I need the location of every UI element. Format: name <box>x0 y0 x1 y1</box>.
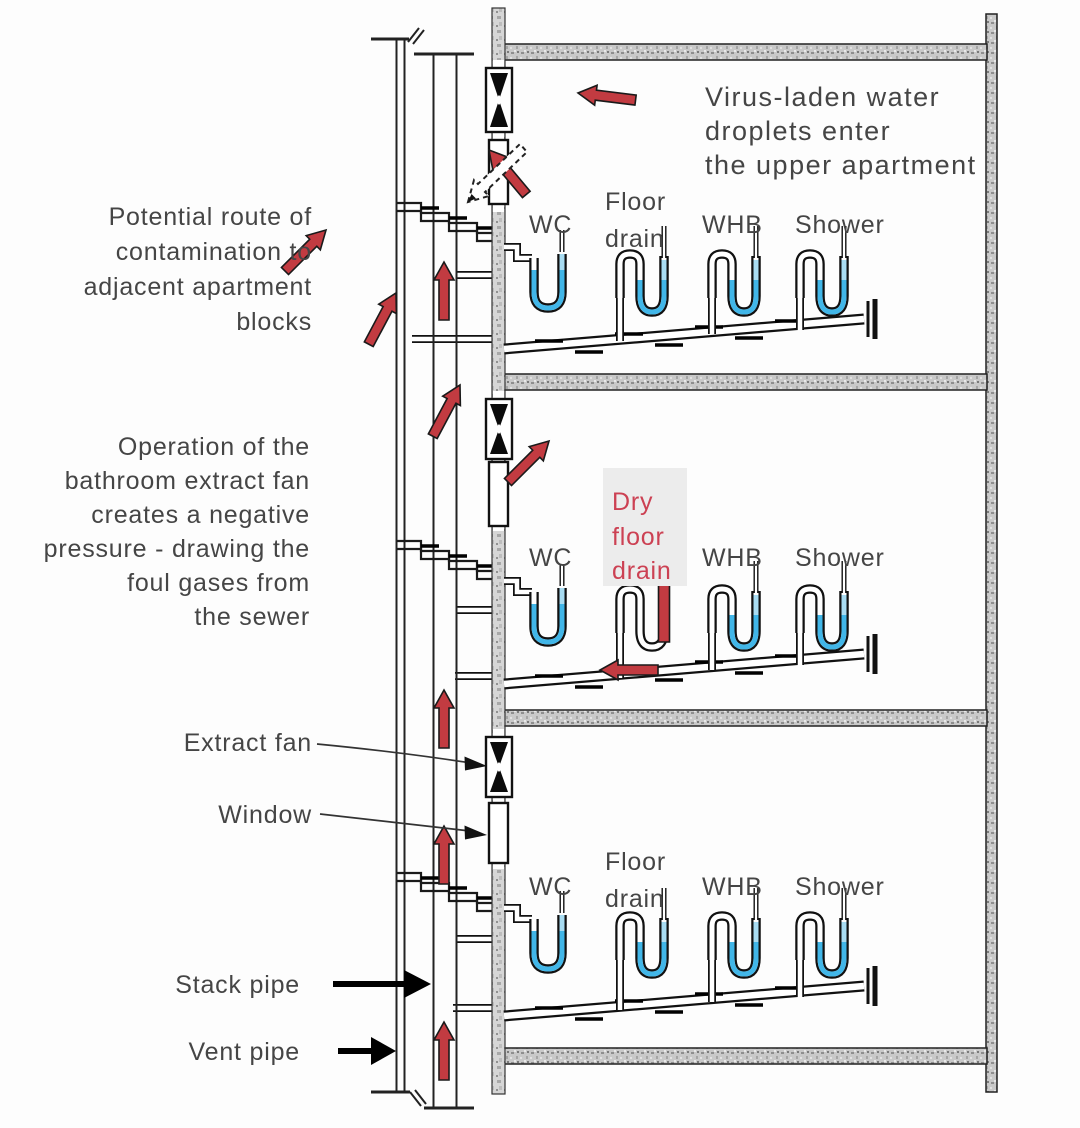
annotation-line: Operation of the <box>117 433 310 461</box>
floor-slab <box>503 710 987 726</box>
gas-flow-arrow <box>360 288 405 349</box>
annotation-line: creates a negative <box>91 501 310 529</box>
annotation-line: blocks <box>236 308 312 336</box>
cross-vent-pipes <box>397 203 503 911</box>
roof-slab <box>503 44 987 60</box>
extract-fan-label: Extract fan <box>183 729 312 757</box>
wc-trap <box>534 891 562 969</box>
floor-drain-label: Floor <box>605 848 666 876</box>
window-label: Window <box>218 801 312 829</box>
shower-trap <box>800 561 844 647</box>
gas-flow-arrow <box>434 1022 454 1080</box>
stack-pipe-label: Stack pipe <box>175 971 300 999</box>
pipe-break-marks <box>408 28 426 1106</box>
gas-flow-arrow <box>424 380 469 441</box>
annotation-potential-route <box>84 203 312 336</box>
wc-label: WC <box>529 873 573 901</box>
shower-label: Shower <box>795 544 885 572</box>
dry-floor-drain-label: drain <box>612 557 672 585</box>
annotation-line: droplets enter <box>705 116 892 146</box>
middle-floor-drainage <box>504 561 875 687</box>
gas-flow-arrow <box>434 826 454 884</box>
whb-trap <box>712 561 756 647</box>
upper-floor-fixture-labels <box>529 188 885 253</box>
window-icon <box>489 803 508 863</box>
floor-slab <box>503 374 987 390</box>
middle-floor-fixture-labels <box>529 468 885 586</box>
floor-slab <box>503 1048 987 1064</box>
wc-label: WC <box>529 211 573 239</box>
annotation-line: bathroom extract fan <box>64 467 310 495</box>
annotation-line: Virus-laden water <box>705 82 941 112</box>
right-wall <box>986 14 997 1092</box>
annotation-line: pressure - drawing the <box>43 535 310 563</box>
annotation-line: Potential route of <box>108 203 312 231</box>
gas-flow-arrow <box>434 262 454 320</box>
whb-label: WHB <box>702 544 763 572</box>
vent-pipe <box>371 39 410 1092</box>
annotation-line: the upper apartment <box>705 150 977 180</box>
wc-trap <box>534 564 562 642</box>
pointer-label-group <box>175 729 312 1066</box>
extract-fan-icon <box>486 737 512 797</box>
extract-fan-icon <box>486 399 512 459</box>
annotation-line: foul gases from <box>127 569 310 597</box>
whb-label: WHB <box>702 873 763 901</box>
vent-pipe-label: Vent pipe <box>188 1038 300 1066</box>
window-icon <box>489 462 508 526</box>
floor-drain-label: drain <box>605 885 665 913</box>
extract-fan-icon <box>486 68 512 132</box>
wc-label: WC <box>529 544 573 572</box>
lower-floor-fixture-labels <box>529 848 885 913</box>
gas-flow-arrow <box>577 83 637 110</box>
shower-label: Shower <box>795 211 885 239</box>
whb-label: WHB <box>702 211 763 239</box>
annotation-line: contamination to <box>115 238 312 266</box>
upper-floor-drainage <box>504 226 875 352</box>
lower-floor-drainage <box>504 888 875 1019</box>
annotation-line: adjacent apartment <box>83 273 312 301</box>
annotation-fan-operation <box>44 433 310 631</box>
pointer-lines <box>317 744 487 1065</box>
dry-floor-drain-label: floor <box>612 523 665 551</box>
annotation-virus-droplets <box>705 82 977 180</box>
shower-label: Shower <box>795 873 885 901</box>
wc-trap <box>534 230 562 308</box>
dry-floor-drain-label: Dry <box>612 488 654 516</box>
annotation-line: the sewer <box>194 603 310 631</box>
floor-drain-label: drain <box>605 225 665 253</box>
floor-drain-label: Floor <box>605 188 666 216</box>
gas-flow-arrow <box>434 690 454 748</box>
